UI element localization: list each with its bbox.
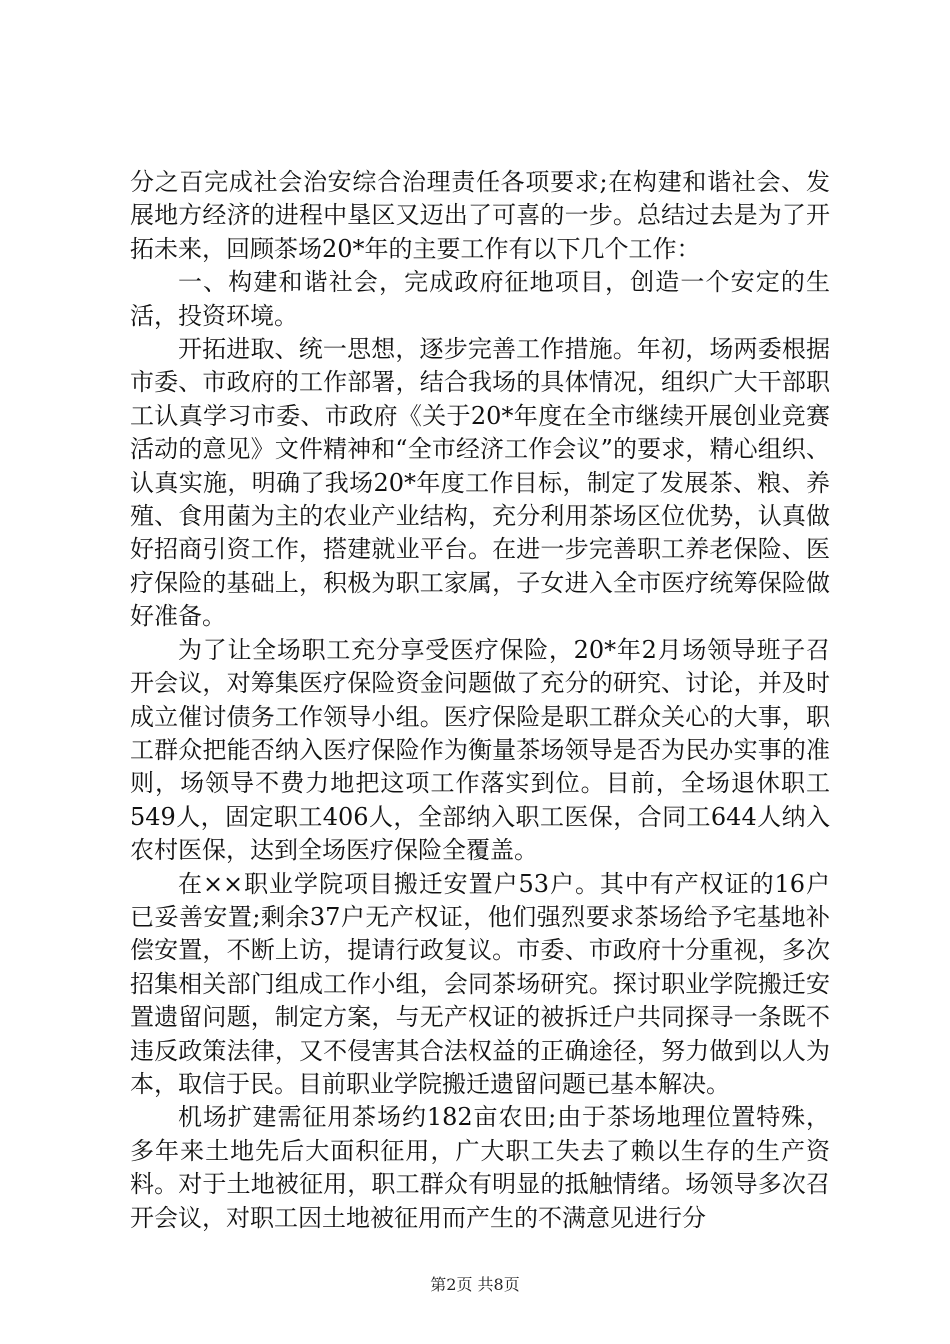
paragraph-medical-insurance: 为了让全场职工充分享受医疗保险，20*年2月场领导班子召开会议，对筹集医疗保险资金问题做了充分的研究、讨论，并及时成立催讨债务工作领导小组。医疗保险是职工群众关心的大事，职工群众把能否纳入医疗保险作为衡量茶场领导是否为民办实事的准则，场领导不费力地把这项工作落实到位。目前，全场退休职工549人，固定职工406人，全部纳入职工医保，合同工644人纳入农村医保，达到全场医疗保险全覆盖。 bbox=[130, 635, 830, 865]
document-body bbox=[130, 166, 830, 1235]
paragraph-airport-expansion: 机场扩建需征用茶场约182亩农田;由于茶场地理位置特殊，多年来土地先后大面积征用，广大职工失去了赖以生存的生产资料。对于土地被征用，职工群众有明显的抵触情绪。场领导多次召开会议，对职工因土地被征用而产生的不满意见进行分 bbox=[130, 1103, 830, 1232]
paragraph-continuation: 分之百完成社会治安综合治理责任各项要求;在构建和谐社会、发展地方经济的进程中垦区又迈出了可喜的一步。总结过去是为了开拓未来，回顾茶场20*年的主要工作有以下几个工作： bbox=[130, 168, 830, 263]
paragraph-work-measures: 开拓进取、统一思想，逐步完善工作措施。年初，场两委根据市委、市政府的工作部署，结合我场的具体情况，组织广大干部职工认真学习市委、市政府《关于20*年度在全市继续开展创业竞赛活动的意见》文件精神和“全市经济工作会议”的要求，精心组织、认真实施，明确了我场20*年度工作目标，制定了发展茶、粮、养殖、食用菌为主的农业产业结构，充分利用茶场区位优势，认真做好招商引资工作，搭建就业平台。在进一步完善职工养老保险、医疗保险的基础上，积极为职工家属，子女进入全市医疗统筹保险做好准备。 bbox=[130, 335, 830, 631]
paragraph-relocation: 在××职业学院项目搬迁安置户53户。其中有产权证的16户已妥善安置;剩余37户无产权证，他们强烈要求茶场给予宅基地补偿安置，不断上访，提请行政复议。市委、市政府十分重视，多次招集相关部门组成工作小组，会同茶场研究。探讨职业学院搬迁安置遗留问题，制定方案，与无产权证的被拆迁户共同探寻一条既不违反政策法律，又不侵害其合法权益的正确途径，努力做到以人为本，取信于民。目前职业学院搬迁遗留问题已基本解决。 bbox=[130, 869, 830, 1098]
paragraph-section-heading: 一、构建和谐社会，完成政府征地项目，创造一个安定的生活，投资环境。 bbox=[130, 268, 830, 330]
page-number-footer: 第2页 共8页 bbox=[430, 1275, 520, 1294]
